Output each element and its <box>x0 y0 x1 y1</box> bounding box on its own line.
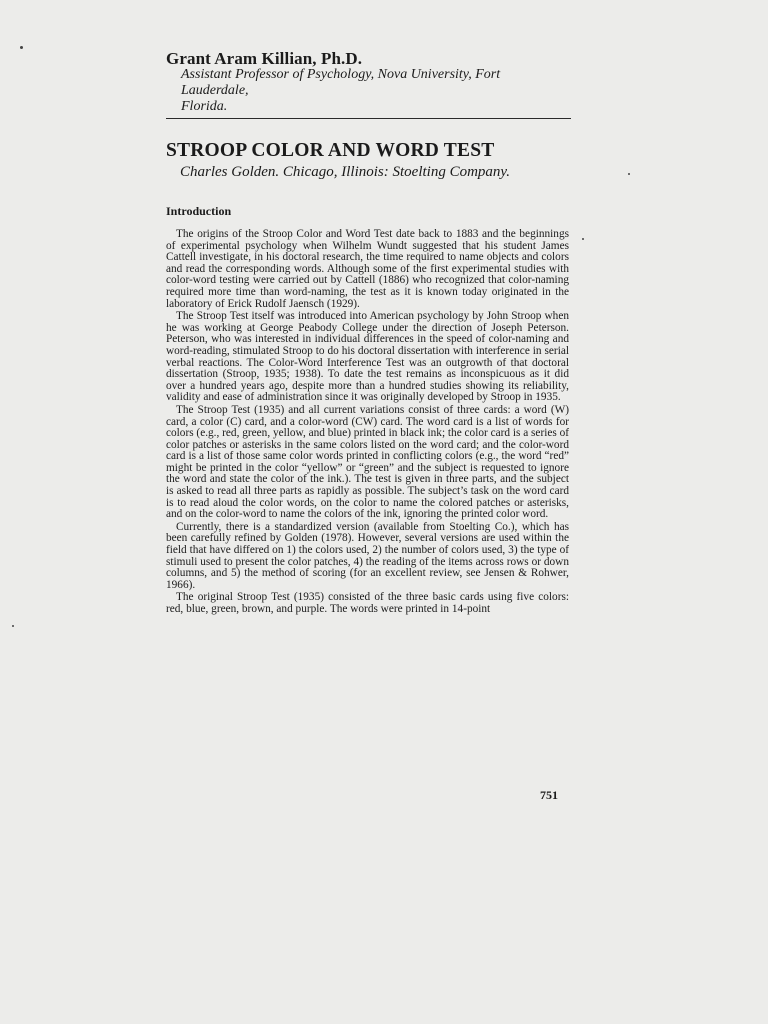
scan-speck <box>582 238 584 240</box>
paragraph: The origins of the Stroop Color and Word Test date back to 1883 and the beginnings of experimental psychology when Wilhelm Wundt suggested that his student James Cattell investigate, in his doctoral research, the time required to name objects and colors and read the corresponding words. Although some of the first experimental studies with color-word testing were carried out by Cattell (1886) who recognized that color-naming required more time than word-naming, the test as it is known today originated in the laboratory of Erick Rudolf Jaensch (1929). <box>166 228 569 310</box>
section-divider <box>166 118 571 119</box>
author-affiliation <box>181 67 571 115</box>
scan-speck <box>20 46 23 49</box>
author-affiliation-line: Florida. <box>181 99 228 114</box>
paragraph: The Stroop Test (1935) and all current variations consist of three cards: a word (W) card, a color (C) card, and a color-word (CW) card. The word card is a list of words for colors (e.g., red, green, yellow, and blue) printed in black ink; the color card is a series of color patches or asterisks in the same colors listed on the word card; and the color-word card is a list of those same color words printed in conflicting colors (e.g., the word “red” might be printed in the color “yellow” or “green” and the subject is requested to ignore the word and state the color of the ink.). The test is given in three parts, and the subject is asked to read all three parts as rapidly as possible. The subject’s task on the word card is to read aloud the color words, on the color to name the colored patches or asterisks, and on the color-word to name the colors of the ink, ignoring the printed color word. <box>166 403 569 521</box>
scan-speck <box>12 625 14 627</box>
paragraph: The Stroop Test itself was introduced into American psychology by John Stroop when he was working at George Peabody College under the direction of Joseph Peterson. Peterson, who was interested in individual differences in the speed of color-naming and word-reading, stimulated Stroop to do his doctoral dissertation with interference in serial verbal reactions. The Color-Word Interference Test was an outgrowth of that doctoral dissertation (Stroop, 1935; 1938). To date the test remains as inconspicuous as it did over a hundred years ago, despite more than a hundred studies showing its reliability, validity and ease of administration since it was originally developed by Stroop in 1935. <box>166 310 569 404</box>
section-heading: Introduction <box>166 204 232 218</box>
review-subtitle: Charles Golden. Chicago, Illinois: Stoelting Company. <box>180 164 510 180</box>
paragraph: Currently, there is a standardized version (available from Stoelting Co.), which has been carefully refined by Golden (1978). However, several versions are used within the field that have differed on 1) the colors used, 2) the number of colors used, 3) the type of stimuli used to present the color patches, 4) the reading of the items across rows or down columns, and 5) the method of scoring (for an excellent review, see Jensen & Rohwer, 1966). <box>166 520 569 591</box>
scan-speck <box>628 173 630 175</box>
author-name: Grant Aram Killian, Ph.D. <box>166 49 363 68</box>
body-text <box>166 229 569 616</box>
paragraph: The original Stroop Test (1935) consisted of the three basic cards using five colors: red, blue, green, brown, and purple. The words were printed in 14-point <box>166 591 569 615</box>
review-title: STROOP COLOR AND WORD TEST <box>166 140 495 161</box>
page-number: 751 <box>540 788 558 802</box>
author-affiliation-line: Assistant Professor of Psychology, Nova University, Fort Lauderdale, <box>181 67 501 98</box>
